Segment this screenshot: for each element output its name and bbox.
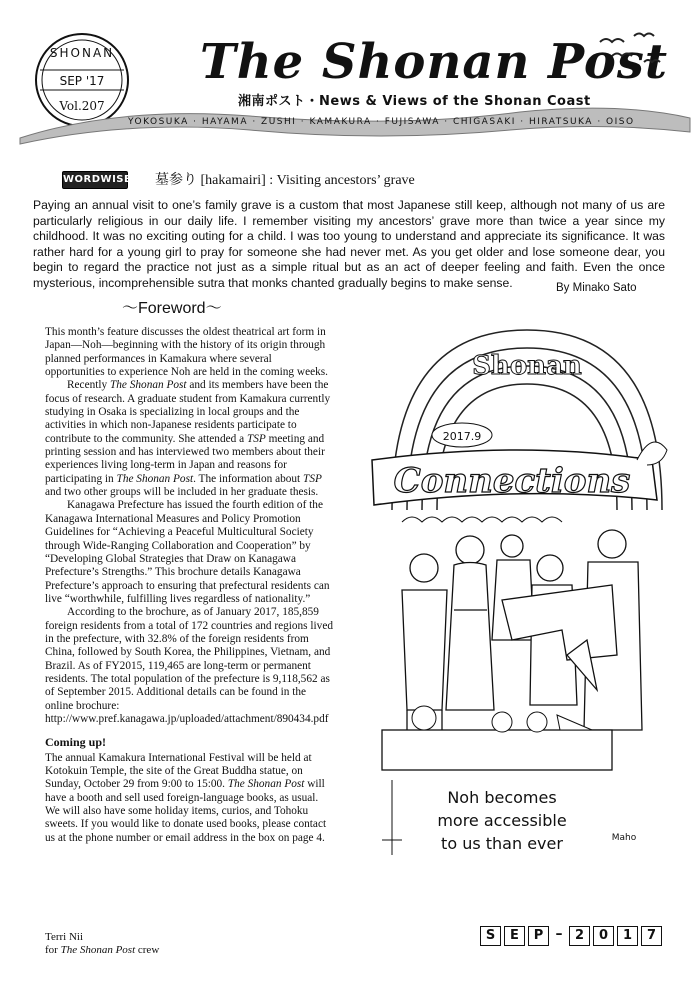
foreword-paragraph-3: Kanagawa Prefecture has issued the fourth edition of the Kanagawa International Measures and Policy Promotion Guidelines for “Achieving a Peaceful Multicultural Society through Wide-Ranging Collaboration and Cooperation” by “Developing Global Strategies that Draw on Kanagawa Prefecture’s Strengths.” This brochure details Kanagawa Prefecture’s approach to ensuring that prefectural residents can live “worthwhile, fulfilling lives regardless of nationality.” [45,499,330,605]
signature-affiliation: for The Shonan Post crew [45,944,160,956]
date-char: 7 [641,926,662,946]
wordwise-author: By Minako Sato [556,282,637,294]
date-char: 0 [593,926,614,946]
foreword-paragraph-1: This month’s feature discusses the oldest theatrical art form in Japan—Noh—beginning with the history of its origin through planned performances in Kamakura where several opportunities to experience Noh are held in the coming weeks. [45,326,328,379]
date-char: P [528,926,549,946]
foreword-paragraph-2: Recently The Shonan Post and its members have been the focus of research. A graduate student from Kamakura currently studying in Osaka is specializing in local groups and the activities in which non-Japanese residents participate to contribute to the community. She attended a TSP meeting and printing session and has interviewed two members about their experiences living long-term in Japan and reasons for participating in The Shonan Post. The information about TSP and two other groups will be included in her graduate thesis. [45,379,331,499]
rainbow-shonan-text: Shonan [472,351,582,381]
caption-line-2: more accessible [437,811,567,830]
stamp-top-text: SHONAN [49,46,115,60]
foreword-title: ～Foreword～ [122,300,222,317]
shonan-connections-illustration [362,310,682,870]
coming-up-paragraph: The annual Kamakura International Festival will be held at Kotokuin Temple, the site of the Great Buddha statue, on Sunday, October 29 from 9:00 to 15:00. The Shonan Post will have a booth and sell used foreign-language books, as usual. We will also have some holiday items, curios, and Tohoku sweets. If you would like to donate used books, please contact us at the phone number or email address in the box on page 4. [45,751,327,844]
signature-name: Terri Nii [45,931,84,943]
seagulls-icon [560,28,670,78]
wordwise-badge: WORDWISE [62,171,128,189]
wordwise-body: Paying an annual visit to one’s family grave is a custom that most Japanese still keep, although not many of us are particularly religious in our daily life. I remember visiting my ancestors’ grave more than twice a year since my childhood. It was no exciting outing for a child. I was too young to understand and appreciate its significance. It was rather hard for a young girl to pray for someone she had never met. As you get older and lose someone dear, you begin to regard the practice not just as a simple ritual but as an act of deeper feeling and faith. Even the once mysterious, incomprehensible sutra that monks chanted gradually begins to make sense. [33,198,665,290]
coming-up-heading: Coming up! [45,735,107,750]
anchor-icon [382,780,402,855]
stamp-date-text: SEP '17 [59,74,105,88]
date-char: E [504,926,525,946]
illustration-date: 2017.9 [442,430,482,443]
date-char: S [480,926,501,946]
foreword-signature [45,931,159,957]
wordwise-term: 墓参り [hakamairi] : Visiting ancestors’ grave [155,173,415,188]
coastal-towns-list: YOKOSUKA · HAYAMA · ZUSHI · KAMAKURA · FUJISAWA · CHIGASAKI · HIRATSUKA · OISO [128,117,635,127]
artist-signature: Maho [611,833,637,843]
foreword-column [45,326,333,845]
date-separator: – [555,926,563,942]
newsletter-subtitle: 湘南ポスト・News & Views of the Shonan Coast [238,94,591,109]
issue-date-box [480,926,665,948]
newsletter-title: The Shonan Post [200,34,669,90]
stamp-volume-text: Vol.207 [59,99,105,113]
connections-banner-text: Connections [393,461,631,501]
caption-line-1: Noh becomes [447,788,557,807]
caption-line-3: to us than ever [441,834,563,853]
date-char: 2 [569,926,590,946]
date-char: 1 [617,926,638,946]
foreword-paragraph-4: According to the brochure, as of January 2017, 185,859 foreign residents from a total of 172 countries and regions lived in the prefecture, with 32.8% of the foreign residents from China, followed by South Korea, the Philippines, Vietnam, and Brazil. As of FY2015, 119,465 are long-term or permanent residents. The total population of the prefecture is 9,118,562 as of September 2015. Additional details can be found in the online brochure: http://www.pref.kanagawa.jp/uploaded/attachment/890434.pdf [45,606,333,725]
